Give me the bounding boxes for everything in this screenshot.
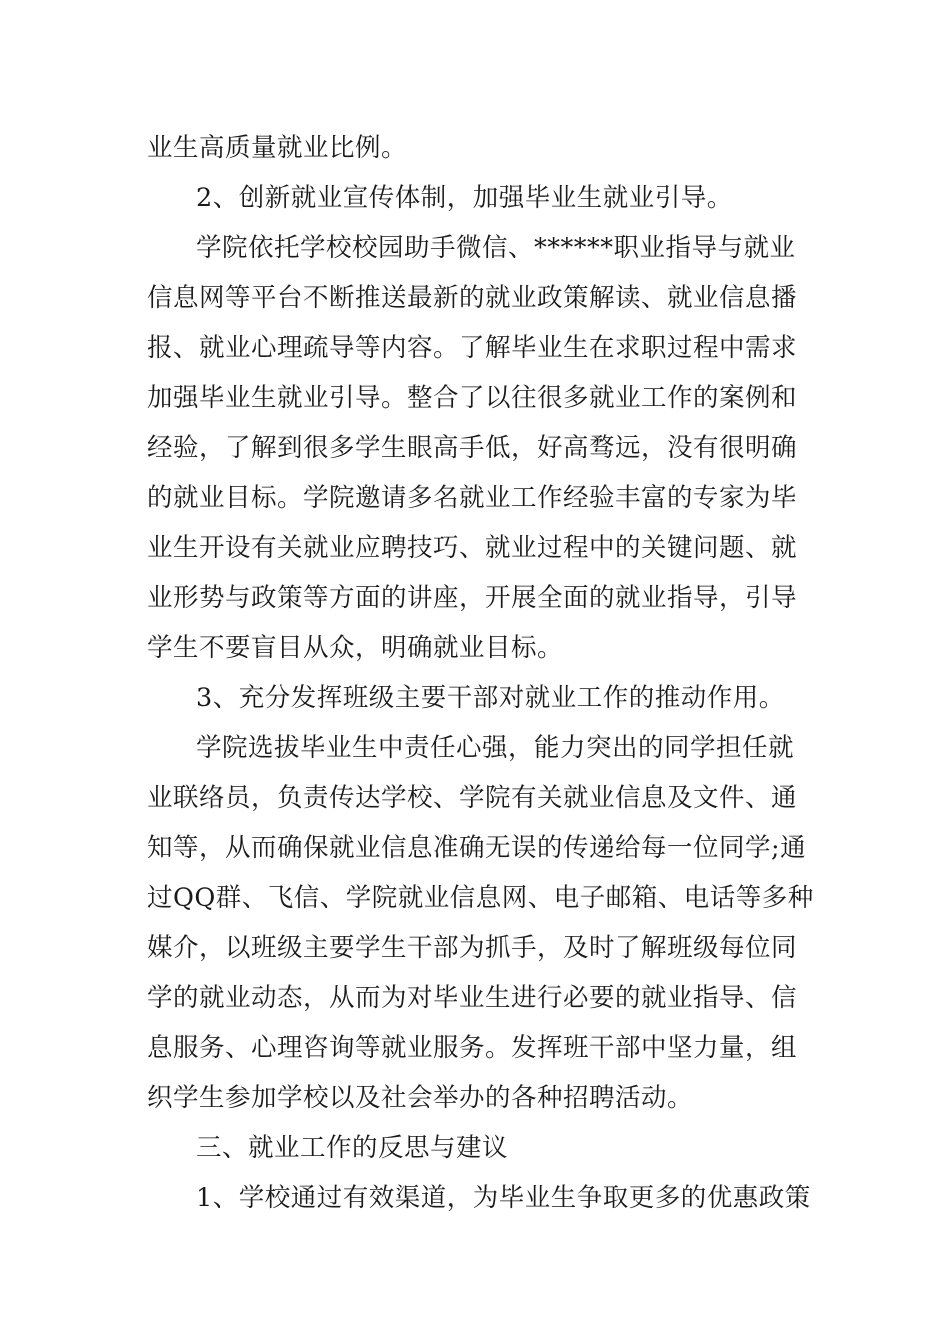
paragraph-line: 经验，了解到很多学生眼高手低，好高骛远，没有很明确 bbox=[147, 433, 798, 463]
paragraph-line: 学生不要盲目从众，明确就业目标。 bbox=[147, 633, 564, 663]
section-heading: 3、充分发挥班级主要干部对就业工作的推动作用。 bbox=[196, 683, 785, 713]
paragraph-line: 信息网等平台不断推送最新的就业政策解读、就业信息播 bbox=[147, 283, 798, 313]
paragraph-line: 业形势与政策等方面的讲座，开展全面的就业指导，引导 bbox=[147, 583, 798, 613]
paragraph-line: 业生高质量就业比例。 bbox=[147, 133, 408, 163]
paragraph-line: 学院选拔毕业生中责任心强，能力突出的同学担任就 bbox=[196, 733, 795, 763]
paragraph-line: 织学生参加学校以及社会举办的各种招聘活动。 bbox=[147, 1083, 694, 1113]
paragraph-line: 报、就业心理疏导等内容。了解毕业生在求职过程中需求 bbox=[147, 333, 798, 363]
paragraph-line: 业生开设有关就业应聘技巧、就业过程中的关键问题、就 bbox=[147, 533, 798, 563]
paragraph-line: 媒介，以班级主要学生干部为抓手，及时了解班级每位同 bbox=[147, 933, 798, 963]
paragraph-line: 的就业目标。学院邀请多名就业工作经验丰富的专家为毕 bbox=[147, 483, 798, 513]
paragraph-line: 学院依托学校校园助手微信、******职业指导与就业 bbox=[196, 233, 796, 263]
section-heading: 2、创新就业宣传体制，加强毕业生就业引导。 bbox=[196, 183, 733, 213]
paragraph-line: 息服务、心理咨询等就业服务。发挥班干部中坚力量，组 bbox=[147, 1033, 798, 1063]
paragraph-line: 知等，从而确保就业信息准确无误的传递给每一位同学;通 bbox=[147, 833, 807, 863]
section-heading: 三、就业工作的反思与建议 bbox=[196, 1133, 509, 1163]
section-heading: 1、学校通过有效渠道，为毕业生争取更多的优惠政策 bbox=[196, 1183, 811, 1213]
paragraph-line: 加强毕业生就业引导。整合了以往很多就业工作的案例和 bbox=[147, 383, 798, 413]
paragraph-line: 学的就业动态，从而为对毕业生进行必要的就业指导、信 bbox=[147, 983, 798, 1013]
paragraph-line: 业联络员，负责传达学校、学院有关就业信息及文件、通 bbox=[147, 783, 798, 813]
paragraph-line: 过QQ群、飞信、学院就业信息网、电子邮箱、电话等多种 bbox=[147, 883, 814, 913]
